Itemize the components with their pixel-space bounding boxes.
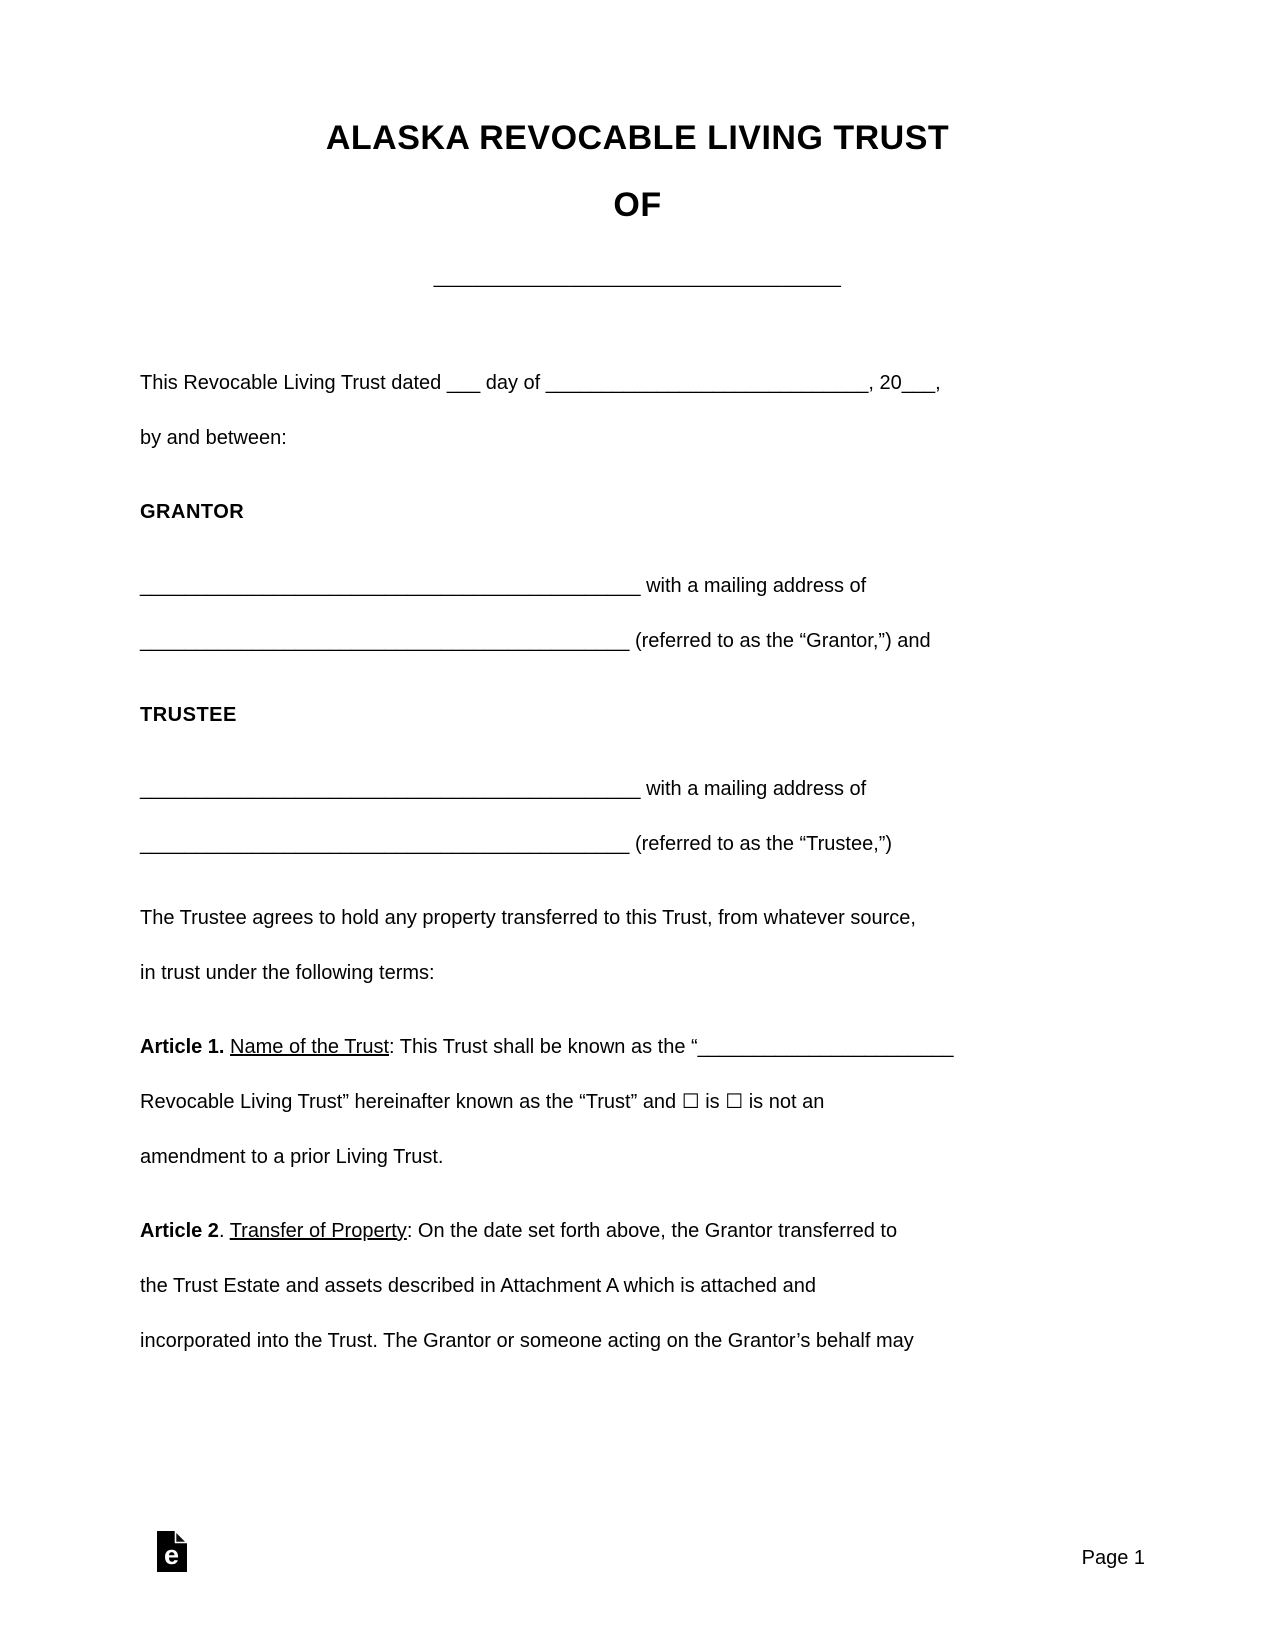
title-line-2: OF bbox=[613, 186, 662, 224]
trustee-paragraph bbox=[140, 762, 1135, 872]
article-2-line-3: incorporated into the Trust. The Grantor or someone acting on the Grantor’s behalf may bbox=[140, 1330, 914, 1352]
intro-line-2: by and between: bbox=[140, 427, 287, 449]
page-number: Page 1 bbox=[1081, 1547, 1145, 1569]
article-1-title: Name of the Trust bbox=[230, 1036, 390, 1058]
grantor-address-line: ____________________________________________ (referred to as the “Grantor,”) and bbox=[140, 630, 931, 652]
grantor-name-line: _____________________________________________ with a mailing address of bbox=[140, 575, 867, 597]
article-1-paragraph bbox=[140, 1020, 1135, 1185]
article-1-line-2: Revocable Living Trust” hereinafter known as the “Trust” and ☐ is ☐ is not an bbox=[140, 1091, 825, 1113]
trustee-name-line: _____________________________________________ with a mailing address of bbox=[140, 778, 867, 800]
title-blank-line: _____________________ bbox=[433, 253, 842, 291]
article-2-title: Transfer of Property bbox=[229, 1220, 407, 1242]
document-title bbox=[140, 105, 1135, 306]
terms-line-2: in trust under the following terms: bbox=[140, 962, 435, 984]
article-2-rest: : On the date set forth above, the Grantor transferred to bbox=[406, 1220, 898, 1242]
grantor-heading: GRANTOR bbox=[140, 501, 245, 523]
terms-line-1: The Trustee agrees to hold any property transferred to this Trust, from whatever source, bbox=[140, 907, 916, 929]
article-2-paragraph bbox=[140, 1204, 1135, 1369]
title-line-1: ALASKA REVOCABLE LIVING TRUST bbox=[325, 119, 950, 157]
article-2-label: Article 2 bbox=[140, 1220, 219, 1242]
intro-paragraph bbox=[140, 356, 1135, 466]
grantor-paragraph bbox=[140, 559, 1135, 669]
article-2-separator: . bbox=[218, 1220, 230, 1242]
article-2-line-2: the Trust Estate and assets described in Attachment A which is attached and bbox=[140, 1275, 816, 1297]
article-1-rest: : This Trust shall be known as the “_______________________ bbox=[389, 1036, 954, 1058]
article-2-line-1 bbox=[140, 1204, 1135, 1259]
article-1-line-3: amendment to a prior Living Trust. bbox=[140, 1146, 444, 1168]
logo-letter: e bbox=[164, 1540, 180, 1570]
trust-terms-paragraph bbox=[140, 891, 1135, 1001]
article-1-line-1 bbox=[140, 1020, 1135, 1075]
article-1-label: Article 1. bbox=[140, 1036, 231, 1058]
intro-line-1: This Revocable Living Trust dated ___ day of _____________________________, 20___, bbox=[140, 372, 941, 394]
trustee-heading: TRUSTEE bbox=[140, 704, 237, 726]
eforms-logo-icon bbox=[157, 1531, 187, 1572]
trustee-address-line: ____________________________________________ (referred to as the “Trustee,”) bbox=[140, 833, 893, 855]
